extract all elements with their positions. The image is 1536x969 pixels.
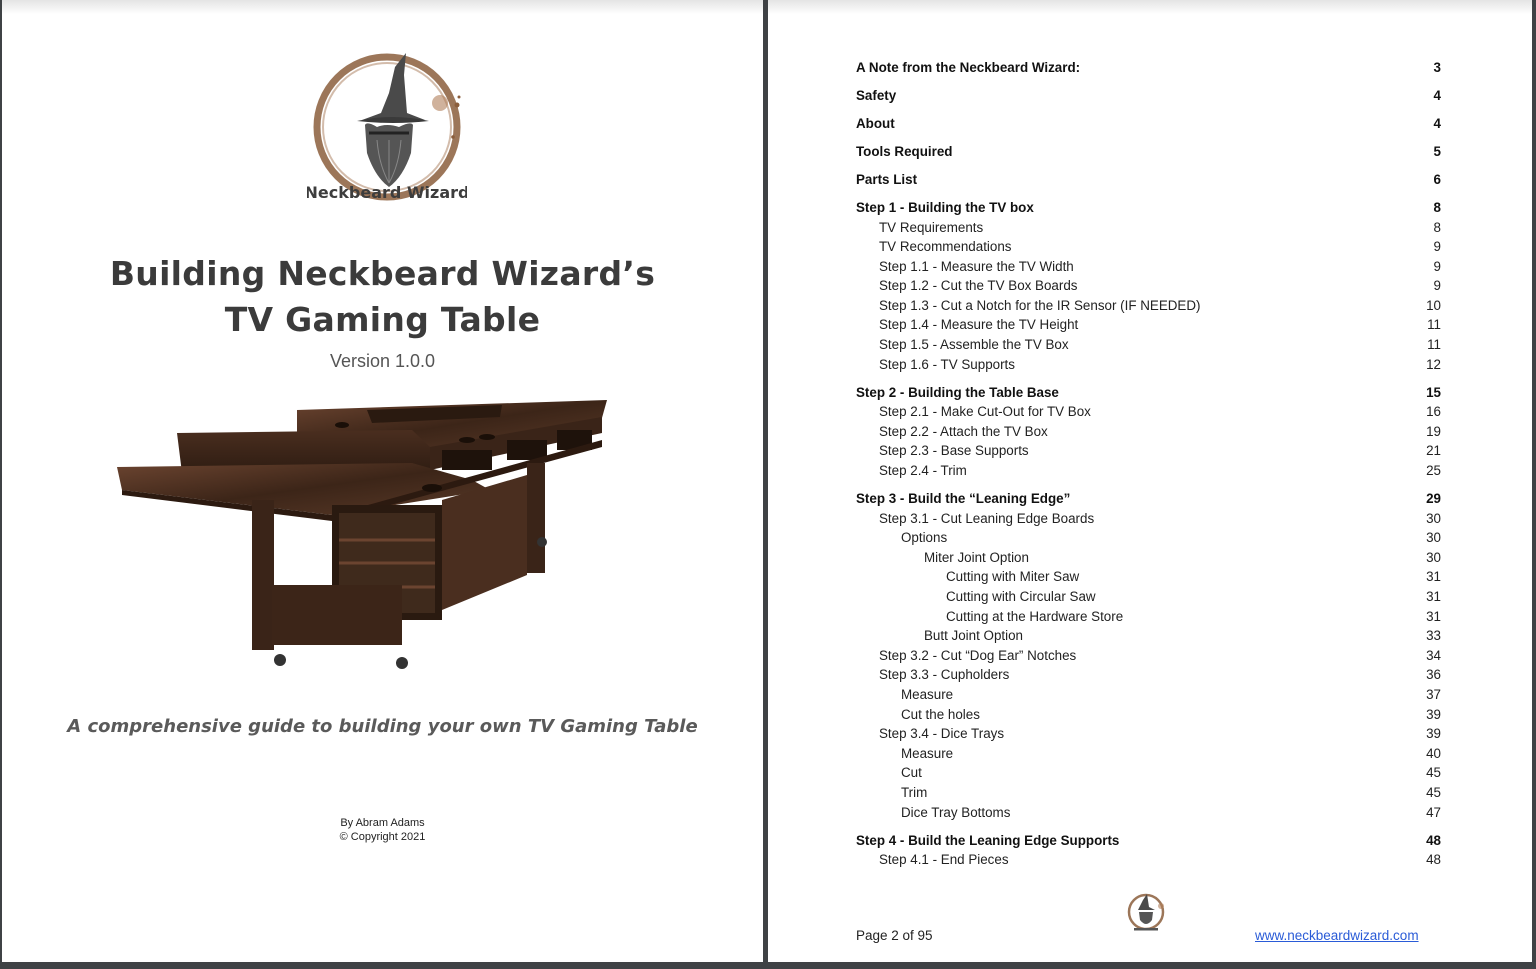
toc-entry-page-number: 25 — [1426, 463, 1441, 479]
toc-entry-title: Step 3.3 - Cupholders — [879, 667, 1010, 683]
toc-subsection-entry[interactable] — [856, 646, 1441, 666]
toc-entry-page-number: 8 — [1433, 199, 1441, 215]
toc-entry-title: Step 3 - Build the “Leaning Edge” — [856, 491, 1071, 507]
toc-entry-page-number: 9 — [1433, 278, 1441, 294]
toc-entry-page-number: 33 — [1426, 628, 1441, 644]
toc-section-entry[interactable] — [856, 383, 1441, 403]
toc-section-entry[interactable] — [856, 86, 1441, 106]
toc-subsection-entry[interactable] — [856, 685, 1441, 705]
toc-entry-page-number: 4 — [1433, 115, 1441, 131]
toc-entry-page-number: 19 — [1426, 423, 1441, 439]
toc-entry-title: About — [856, 115, 895, 131]
toc-entry-title: Tools Required — [856, 143, 953, 159]
toc-entry-page-number: 34 — [1426, 647, 1441, 663]
toc-entry-page-number: 48 — [1426, 852, 1441, 868]
toc-entry-page-number: 30 — [1426, 510, 1441, 526]
document-tagline: A comprehensive guide to building your own TV Gaming Table — [67, 716, 698, 737]
toc-subsection-entry[interactable] — [856, 528, 1441, 548]
toc-entry-page-number: 47 — [1426, 804, 1441, 820]
author-line: By Abram Adams — [340, 817, 425, 829]
toc-entry-title: TV Requirements — [879, 219, 984, 235]
toc-subsection-entry[interactable] — [856, 626, 1441, 646]
toc-entry-page-number: 11 — [1427, 317, 1441, 333]
toc-subsection-entry[interactable] — [856, 724, 1441, 744]
toc-entry-title: Cutting at the Hardware Store — [946, 608, 1124, 624]
toc-subsection-entry[interactable] — [856, 441, 1441, 461]
toc-entry-title: Step 1.2 - Cut the TV Box Boards — [879, 278, 1078, 294]
toc-subsection-entry[interactable] — [856, 763, 1441, 783]
toc-entry-title: Step 4.1 - End Pieces — [879, 852, 1009, 868]
toc-subsection-entry[interactable] — [856, 783, 1441, 803]
neckbeard-wizard-logo-icon — [307, 45, 467, 210]
website-link[interactable]: www.neckbeardwizard.com — [1255, 928, 1419, 943]
toc-section-entry[interactable] — [856, 489, 1441, 509]
toc-entry-page-number: 31 — [1426, 588, 1441, 604]
toc-entry-title: Cutting with Miter Saw — [946, 569, 1080, 585]
document-title-line-2: TV Gaming Table — [224, 300, 541, 339]
toc-entry-page-number: 21 — [1426, 443, 1441, 459]
toc-subsection-entry[interactable] — [856, 402, 1441, 422]
toc-subsection-entry[interactable] — [856, 509, 1441, 529]
toc-entry-page-number: 9 — [1433, 239, 1441, 255]
toc-entry-page-number: 31 — [1426, 608, 1441, 624]
toc-section-entry[interactable] — [856, 198, 1441, 218]
toc-section-entry[interactable] — [856, 58, 1441, 78]
toc-section-entry[interactable] — [856, 170, 1441, 190]
toc-entry-title: Step 2.4 - Trim — [879, 463, 967, 479]
toc-entry-title: Step 1.6 - TV Supports — [879, 356, 1015, 372]
toc-section-entry[interactable] — [856, 142, 1441, 162]
toc-entry-title: Step 1 - Building the TV box — [856, 199, 1034, 215]
toc-subsection-entry[interactable] — [856, 257, 1441, 277]
toc-section-entry[interactable] — [856, 114, 1441, 134]
toc-entry-page-number: 30 — [1426, 549, 1441, 565]
toc-entry-title: Step 1.5 - Assemble the TV Box — [879, 337, 1069, 353]
toc-entry-page-number: 39 — [1426, 726, 1441, 742]
toc-subsection-entry[interactable] — [856, 548, 1441, 568]
toc-section-entry[interactable] — [856, 831, 1441, 851]
toc-entry-page-number: 29 — [1426, 491, 1441, 507]
copyright-line: © Copyright 2021 — [339, 831, 426, 843]
toc-entry-title: Step 1.1 - Measure the TV Width — [879, 258, 1074, 274]
svg-text:Neckbeard Wizard: Neckbeard Wizard — [307, 183, 467, 202]
toc-entry-title: Step 4 - Build the Leaning Edge Supports — [856, 832, 1120, 848]
toc-entry-title: Step 3.2 - Cut “Dog Ear” Notches — [879, 647, 1077, 663]
toc-entry-title: Step 2.2 - Attach the TV Box — [879, 423, 1048, 439]
toc-entry-title: Step 1.3 - Cut a Notch for the IR Sensor (IF NEEDED) — [879, 297, 1201, 313]
toc-entry-title: Miter Joint Option — [924, 549, 1029, 565]
toc-entry-page-number: 5 — [1433, 143, 1441, 159]
toc-subsection-entry[interactable] — [856, 744, 1441, 764]
toc-subsection-entry[interactable] — [856, 567, 1441, 587]
toc-subsection-entry[interactable] — [856, 315, 1441, 335]
toc-entry-page-number: 48 — [1426, 832, 1441, 848]
page-top-shadow — [768, 0, 1532, 14]
toc-entry-title: Cut — [901, 765, 922, 781]
table-of-contents-page — [768, 0, 1532, 962]
toc-entry-title: Step 2.3 - Base Supports — [879, 443, 1029, 459]
toc-subsection-entry[interactable] — [856, 705, 1441, 725]
toc-subsection-entry[interactable] — [856, 276, 1441, 296]
toc-subsection-entry[interactable] — [856, 803, 1441, 823]
tv-gaming-table-photo — [112, 395, 612, 670]
toc-subsection-entry[interactable] — [856, 607, 1441, 627]
toc-entry-page-number: 16 — [1426, 404, 1441, 420]
page-top-shadow — [2, 0, 763, 14]
toc-entry-title: TV Recommendations — [879, 239, 1012, 255]
toc-entry-title: Butt Joint Option — [924, 628, 1023, 644]
toc-entry-title: A Note from the Neckbeard Wizard: — [856, 60, 1081, 75]
toc-subsection-entry[interactable] — [856, 587, 1441, 607]
neckbeard-wizard-logo-small-icon — [1118, 888, 1174, 940]
toc-entry-page-number: 45 — [1426, 765, 1441, 781]
toc-entry-title: Trim — [901, 784, 928, 800]
toc-entry-title: Options — [901, 530, 948, 546]
toc-subsection-entry[interactable] — [856, 296, 1441, 316]
toc-entry-title: Safety — [856, 87, 897, 103]
toc-entry-title: Step 1.4 - Measure the TV Height — [879, 317, 1079, 333]
toc-entry-page-number: 4 — [1433, 87, 1441, 103]
toc-subsection-entry[interactable] — [856, 422, 1441, 442]
toc-entry-page-number: 36 — [1426, 667, 1441, 683]
page-number-label: Page 2 of 95 — [856, 928, 933, 943]
toc-subsection-entry[interactable] — [856, 218, 1441, 238]
toc-subsection-entry[interactable] — [856, 335, 1441, 355]
toc-entry-title: Measure — [901, 686, 954, 702]
toc-subsection-entry[interactable] — [856, 850, 1441, 870]
toc-entry-page-number: 11 — [1427, 337, 1441, 353]
toc-entry-page-number: 6 — [1433, 171, 1441, 187]
toc-entry-title: Cut the holes — [901, 706, 980, 722]
toc-entry-title: Step 2.1 - Make Cut-Out for TV Box — [879, 404, 1091, 420]
toc-entry-title: Parts List — [856, 171, 918, 187]
toc-entry-title: Step 2 - Building the Table Base — [856, 384, 1059, 400]
toc-entry-title: Step 3.4 - Dice Trays — [879, 726, 1005, 742]
toc-subsection-entry[interactable] — [856, 665, 1441, 685]
toc-entry-page-number: 10 — [1426, 297, 1441, 313]
toc-entry-page-number: 8 — [1433, 219, 1441, 235]
toc-subsection-entry[interactable] — [856, 461, 1441, 481]
toc-entry-page-number: 9 — [1433, 258, 1441, 274]
toc-entry-title: Cutting with Circular Saw — [946, 588, 1096, 604]
toc-entry-page-number: 3 — [1433, 60, 1441, 75]
toc-subsection-entry[interactable] — [856, 355, 1441, 375]
toc-entry-title: Dice Tray Bottoms — [901, 804, 1011, 820]
toc-entry-page-number: 30 — [1426, 530, 1441, 546]
cover-page — [2, 0, 763, 962]
toc-entry-page-number: 45 — [1426, 784, 1441, 800]
toc-entry-page-number: 37 — [1426, 686, 1441, 702]
toc-subsection-entry[interactable] — [856, 237, 1441, 257]
version-label: Version 1.0.0 — [329, 351, 436, 371]
toc-entry-page-number: 40 — [1426, 745, 1441, 761]
toc-entry-page-number: 12 — [1426, 356, 1441, 372]
document-title-line-1: Building Neckbeard Wizard’s — [109, 254, 656, 293]
toc-entry-title: Measure — [901, 745, 954, 761]
toc-entry-title: Step 3.1 - Cut Leaning Edge Boards — [879, 510, 1095, 526]
toc-entry-page-number: 39 — [1426, 706, 1441, 722]
toc-entry-page-number: 15 — [1426, 384, 1441, 400]
table-of-contents — [856, 58, 1441, 870]
toc-entry-page-number: 31 — [1426, 569, 1441, 585]
